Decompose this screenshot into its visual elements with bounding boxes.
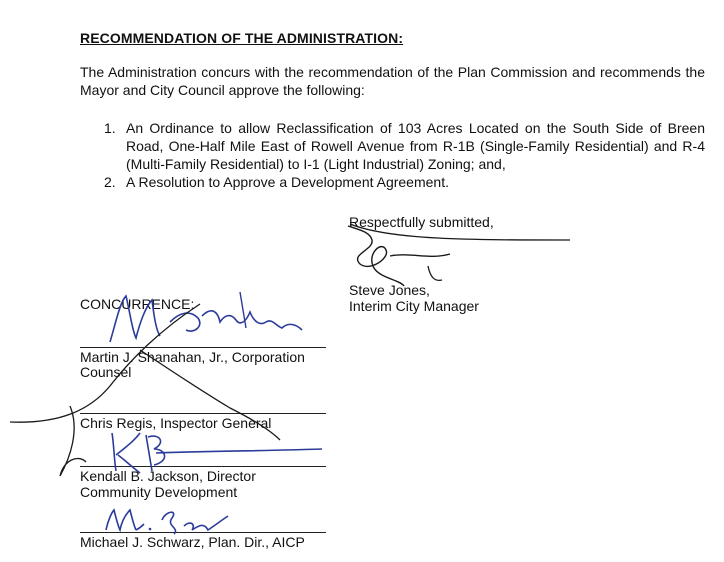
recommendation-list (104, 119, 705, 191)
list-item-number: 2. (104, 174, 116, 190)
city-manager-title: Interim City Manager (349, 298, 479, 314)
signer-title: Counsel (80, 364, 132, 380)
signer-name: Michael J. Schwarz, Plan. Dir., AICP (80, 534, 305, 550)
signer-name: Kendall B. Jackson, Director (80, 468, 256, 484)
list-item-text: An Ordinance to allow Reclassification of 103 Acres Located on the South Side of Breen Road, One-Half Mile East of Rowell Avenue from R-1B (Single-Family Residential) and R-4 (Multi-Family Residential) to I-1 (Light Industrial) Zoning; and, (126, 120, 705, 172)
closing-text: Respectfully submitted, (349, 214, 494, 230)
plan-director-signature (100, 502, 250, 542)
signer-title: Community Development (80, 484, 238, 500)
signer-name: Chris Regis, Inspector General (80, 415, 272, 431)
list-item (104, 173, 705, 191)
recommendation-heading: RECOMMENDATION OF THE ADMINISTRATION: (80, 30, 404, 46)
list-item (104, 119, 705, 173)
list-item-number: 1. (104, 120, 116, 136)
city-manager-name: Steve Jones, (349, 282, 430, 298)
community-development-signature (100, 425, 330, 485)
list-item-text: A Resolution to Approve a Development Agreement. (126, 174, 449, 190)
signer-name: Martin J. Shanahan, Jr., Corporation (80, 349, 305, 365)
concurrence-label: CONCURRENCE: (80, 296, 195, 312)
city-manager-signature (330, 210, 590, 300)
intro-paragraph: The Administration concurs with the recommendation of the Plan Commission and recommends the Mayor and City Council approve the following: (80, 64, 705, 98)
